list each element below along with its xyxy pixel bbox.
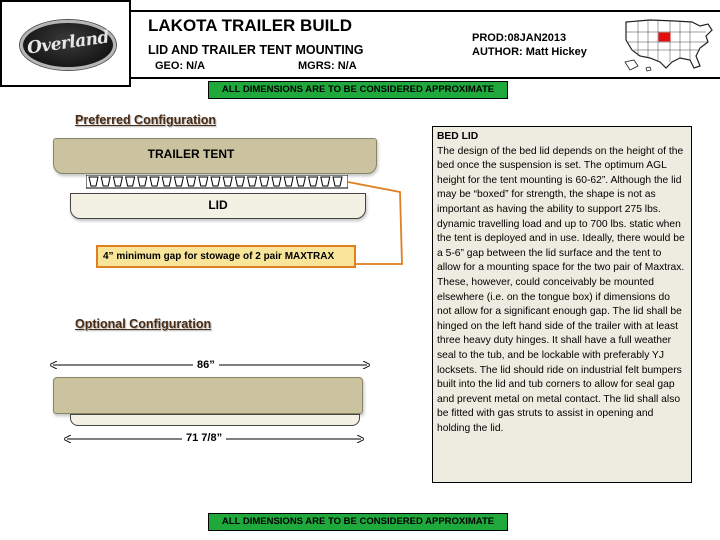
dimension-71-7-8-label: 71 7/8” [182, 432, 226, 444]
felt-bumper [162, 177, 171, 186]
mgrs-field: MGRS: N/A [298, 60, 357, 72]
felt-bumper [248, 177, 257, 186]
us-map-icon [620, 12, 718, 76]
felt-bumper [296, 177, 305, 186]
dimension-86-label: 86” [193, 359, 219, 371]
prod-date: PROD:08JAN2013 [472, 32, 567, 44]
felt-bumper [284, 177, 293, 186]
optional-config-heading: Optional Configuration [75, 317, 212, 331]
felt-bumper [101, 177, 110, 186]
description-body: The design of the bed lid depends on the height of the bed once the suspension is set. The optimum AGL height for the tent mounting is 60-62”. Although the lid may be “boxed” for strength, the shape is not as important as having the ability to support 275 lbs. dynamic travelling load and up to 700 lbs. static when the tent is deployed and in use. Ideally, there would be a 5-6” gap between the lid surface and the tent to allow for a mounting space for the two pair of Maxtrax. These, however, could conceivably be mounted elsewhere (i.e. on the tongue box) if dimensions do not allow for a significant enough gap. The lid shall be hinged on the left hand side of the trailer with at least three heavy duty hinges. It shall have a full weather seal to the tub, and be lockable with preferably YJ locksets. The lid should ride on industrial felt bumpers built into the lid and tub corners to allow for seal gap and prevent metal on metal contact. The lid shall also be fitted with gas struts to assist in opening and holding the lid. [437, 145, 685, 434]
felt-bumper [113, 177, 122, 186]
nebraska-highlight [659, 33, 671, 42]
page-title: LAKOTA TRAILER BUILD [148, 16, 352, 35]
felt-bumper [272, 177, 281, 186]
felt-bumper [89, 177, 98, 186]
felt-bumper-row [86, 175, 348, 193]
felt-bumper [126, 177, 135, 186]
felt-bumper [321, 177, 330, 186]
bed-lid-description-box [432, 126, 692, 483]
felt-bumper [211, 177, 220, 186]
felt-bumper [187, 177, 196, 186]
felt-bumper [235, 177, 244, 186]
felt-bumper [309, 177, 318, 186]
trailer-tent-label: TRAILER TENT [147, 147, 235, 161]
approximate-banner-bottom: ALL DIMENSIONS ARE TO BE CONSIDERED APPROXIMATE [208, 513, 508, 531]
felt-bumper [138, 177, 147, 186]
felt-bumper [199, 177, 208, 186]
preferred-config-heading: Preferred Configuration [75, 113, 216, 127]
felt-bumper [260, 177, 269, 186]
author: AUTHOR: Matt Hickey [472, 46, 587, 58]
lid-shape-optional [70, 414, 360, 426]
felt-bumper [223, 177, 232, 186]
trailer-tent-shape-optional [53, 377, 363, 414]
felt-bumper [150, 177, 159, 186]
approximate-banner-top: ALL DIMENSIONS ARE TO BE CONSIDERED APPROXIMATE [208, 81, 508, 99]
header-rule-bottom [131, 77, 720, 79]
page-subtitle: LID AND TRAILER TENT MOUNTING [148, 43, 364, 57]
lid-label: LID [208, 198, 228, 212]
description-title: BED LID [437, 131, 479, 142]
geo-field: GEO: N/A [155, 60, 206, 72]
maxtrax-gap-callout: 4” minimum gap for stowage of 2 pair MAXTRAX [96, 245, 356, 268]
logo-text: Overland [25, 27, 111, 59]
felt-bumper [174, 177, 183, 186]
